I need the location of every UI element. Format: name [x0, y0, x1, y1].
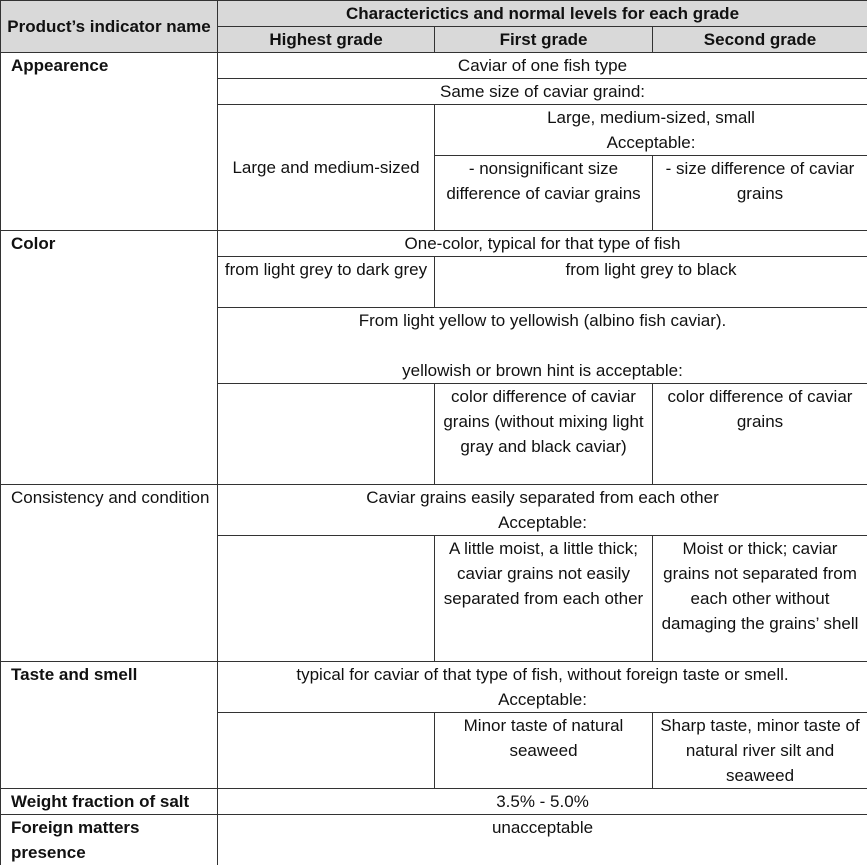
appearance-highest: Large and medium-sized — [218, 105, 435, 231]
row-name-color: Color — [1, 231, 218, 485]
consistency-separated — [218, 485, 867, 536]
color-first: color difference of caviar grains (without mixing light gray and black caviar) — [435, 384, 653, 485]
taste-highest-empty — [218, 713, 435, 789]
appearance-acceptable: Acceptable: — [435, 130, 867, 156]
row-name-taste: Taste and smell — [1, 662, 218, 789]
consistency-acceptable: Acceptable: — [224, 510, 861, 535]
header-indicator: Product’s indicator name — [1, 1, 218, 53]
appearance-one-fish-type: Caviar of one fish type — [218, 53, 867, 79]
appearance-first-second: Large, medium-sized, small — [435, 105, 867, 131]
color-albino-range: From light yellow to yellowish (albino fish caviar). — [224, 308, 861, 333]
consistency-first: A little moist, a little thick; caviar grains not easily separated from each other — [435, 536, 653, 662]
consistency-second: Moist or thick; caviar grains not separated from each other without damaging the grains’ shell — [653, 536, 867, 662]
row-name-appearance: Appearence — [1, 53, 218, 231]
header-first-grade: First grade — [435, 27, 653, 53]
color-albino — [218, 308, 867, 384]
header-second-grade: Second grade — [653, 27, 867, 53]
consistency-highest-empty — [218, 536, 435, 662]
appearance-second: - size difference of caviar grains — [653, 156, 867, 231]
foreign-value: unacceptable — [218, 815, 867, 865]
row-name-foreign: Foreign matters presence — [1, 815, 218, 865]
header-highest-grade: Highest grade — [218, 27, 435, 53]
row-name-consistency: Consistency and condition — [1, 485, 218, 662]
color-highest-empty — [218, 384, 435, 485]
taste-first: Minor taste of natural seaweed — [435, 713, 653, 789]
header-characteristics: Characterictics and normal levels for each grade — [218, 1, 867, 27]
color-first-second: from light grey to black — [435, 257, 867, 308]
color-second: color difference of caviar grains — [653, 384, 867, 485]
color-one-color: One-color, typical for that type of fish — [218, 231, 867, 257]
taste-typical-text: typical for caviar of that type of fish, without foreign taste or smell. — [224, 662, 861, 687]
appearance-first: - nonsignificant size difference of caviar grains — [435, 156, 653, 231]
color-highest: from light grey to dark grey — [218, 257, 435, 308]
taste-typical — [218, 662, 867, 713]
consistency-separated-text: Caviar grains easily separated from each other — [224, 485, 861, 510]
row-name-salt: Weight fraction of salt — [1, 789, 218, 815]
taste-acceptable: Acceptable: — [224, 687, 861, 712]
color-albino-acceptable: yellowish or brown hint is acceptable: — [224, 358, 861, 383]
salt-value: 3.5% - 5.0% — [218, 789, 867, 815]
appearance-same-size: Same size of caviar graind: — [218, 79, 867, 105]
taste-second: Sharp taste, minor taste of natural river silt and seaweed — [653, 713, 867, 789]
